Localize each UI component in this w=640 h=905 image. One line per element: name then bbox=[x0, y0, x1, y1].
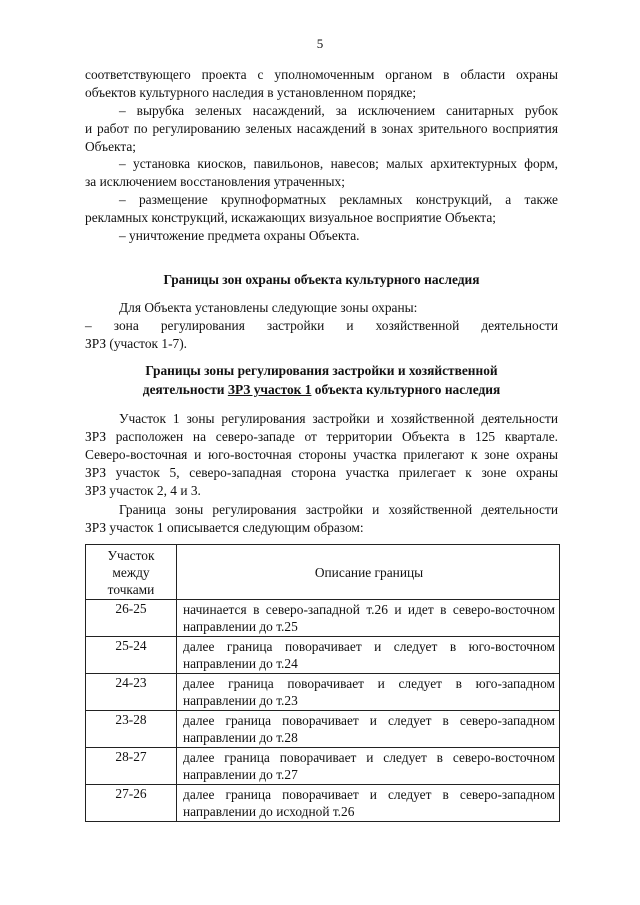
bullet-line: – установка киосков, павильонов, навесов; малых архитектурных форм, bbox=[119, 156, 558, 171]
description-cell: далее граница поворачивает и следует в северо-восточном направлении до т.27 bbox=[177, 748, 560, 785]
paragraph-line: ЗРЗ участок 1 описывается следующим образом: bbox=[85, 520, 364, 535]
description-cell: далее граница поворачивает и следует в северо-западном направлении до исходной т.26 bbox=[177, 785, 560, 822]
bullet-line: Объекта; bbox=[85, 139, 137, 154]
segment-cell: 27-26 bbox=[86, 785, 177, 822]
section-line: ЗРЗ (участок 1-7). bbox=[85, 336, 188, 351]
section-heading: Границы зоны регулирования застройки и хозяйственной bbox=[145, 363, 498, 378]
paragraph-line: Граница зоны регулирования застройки и хозяйственной деятельности bbox=[119, 502, 558, 517]
bullet-line: за исключением восстановления утраченных; bbox=[85, 174, 345, 189]
paragraph-line: ЗРЗ участок 5, северо-западная сторона участка прилегает к зоне охраны bbox=[85, 465, 558, 480]
bullet-line: рекламных конструкций, искажающих визуальное восприятие Объекта; bbox=[85, 210, 496, 225]
segment-cell: 24-23 bbox=[86, 674, 177, 711]
segment-cell: 23-28 bbox=[86, 711, 177, 748]
bullet-line: и работ по регулированию зеленых насаждений в зонах зрительного восприятия bbox=[85, 121, 558, 136]
bullet-line: – вырубка зеленых насаждений, за исключением санитарных рубок bbox=[119, 103, 558, 118]
intro-line: соответствующего проекта с уполномоченным органом в области охраны bbox=[85, 67, 558, 82]
description-cell: далее граница поворачивает и следует в юго-восточном направлении до т.24 bbox=[177, 637, 560, 674]
boundary-table bbox=[85, 544, 560, 822]
segment-cell: 25-24 bbox=[86, 637, 177, 674]
section-line: Для Объекта установлены следующие зоны охраны: bbox=[119, 300, 418, 315]
header-description: Описание границы bbox=[177, 545, 560, 600]
paragraph-line: ЗРЗ расположен на северо-западе от территории Объекта в 125 квартале. bbox=[85, 429, 558, 444]
section-heading: деятельности ЗРЗ участок 1 объекта культурного наследия bbox=[142, 382, 501, 397]
bullet-line: – уничтожение предмета охраны Объекта. bbox=[119, 228, 360, 243]
table-row bbox=[86, 600, 560, 637]
segment-cell: 28-27 bbox=[86, 748, 177, 785]
page-number: 5 bbox=[316, 36, 324, 51]
section-heading: Границы зон охраны объекта культурного наследия bbox=[163, 272, 480, 287]
table-row bbox=[86, 674, 560, 711]
description-cell: далее граница поворачивает и следует в северо-западном направлении до т.28 bbox=[177, 711, 560, 748]
table-row bbox=[86, 637, 560, 674]
table-row bbox=[86, 748, 560, 785]
header-segment: Участок между точками bbox=[86, 545, 177, 600]
table-row bbox=[86, 711, 560, 748]
paragraph-line: Участок 1 зоны регулирования застройки и хозяйственной деятельности bbox=[119, 411, 558, 426]
paragraph-line: ЗРЗ участок 2, 4 и 3. bbox=[85, 483, 201, 498]
paragraph-line: Северо-восточная и юго-восточная стороны участка прилегают к зоне охраны bbox=[85, 447, 558, 462]
table-row bbox=[86, 785, 560, 822]
table-header bbox=[86, 545, 560, 600]
segment-cell: 26-25 bbox=[86, 600, 177, 637]
section-line: – зона регулирования застройки и хозяйственной деятельности bbox=[85, 318, 558, 333]
intro-line: объектов культурного наследия в установленном порядке; bbox=[85, 85, 417, 100]
description-cell: далее граница поворачивает и следует в юго-западном направлении до т.23 bbox=[177, 674, 560, 711]
bullet-line: – размещение крупноформатных рекламных конструкций, а также bbox=[119, 192, 558, 207]
zone-name: ЗРЗ участок 1 bbox=[227, 382, 312, 397]
description-cell: начинается в северо-западной т.26 и идет в северо-восточном направлении до т.25 bbox=[177, 600, 560, 637]
